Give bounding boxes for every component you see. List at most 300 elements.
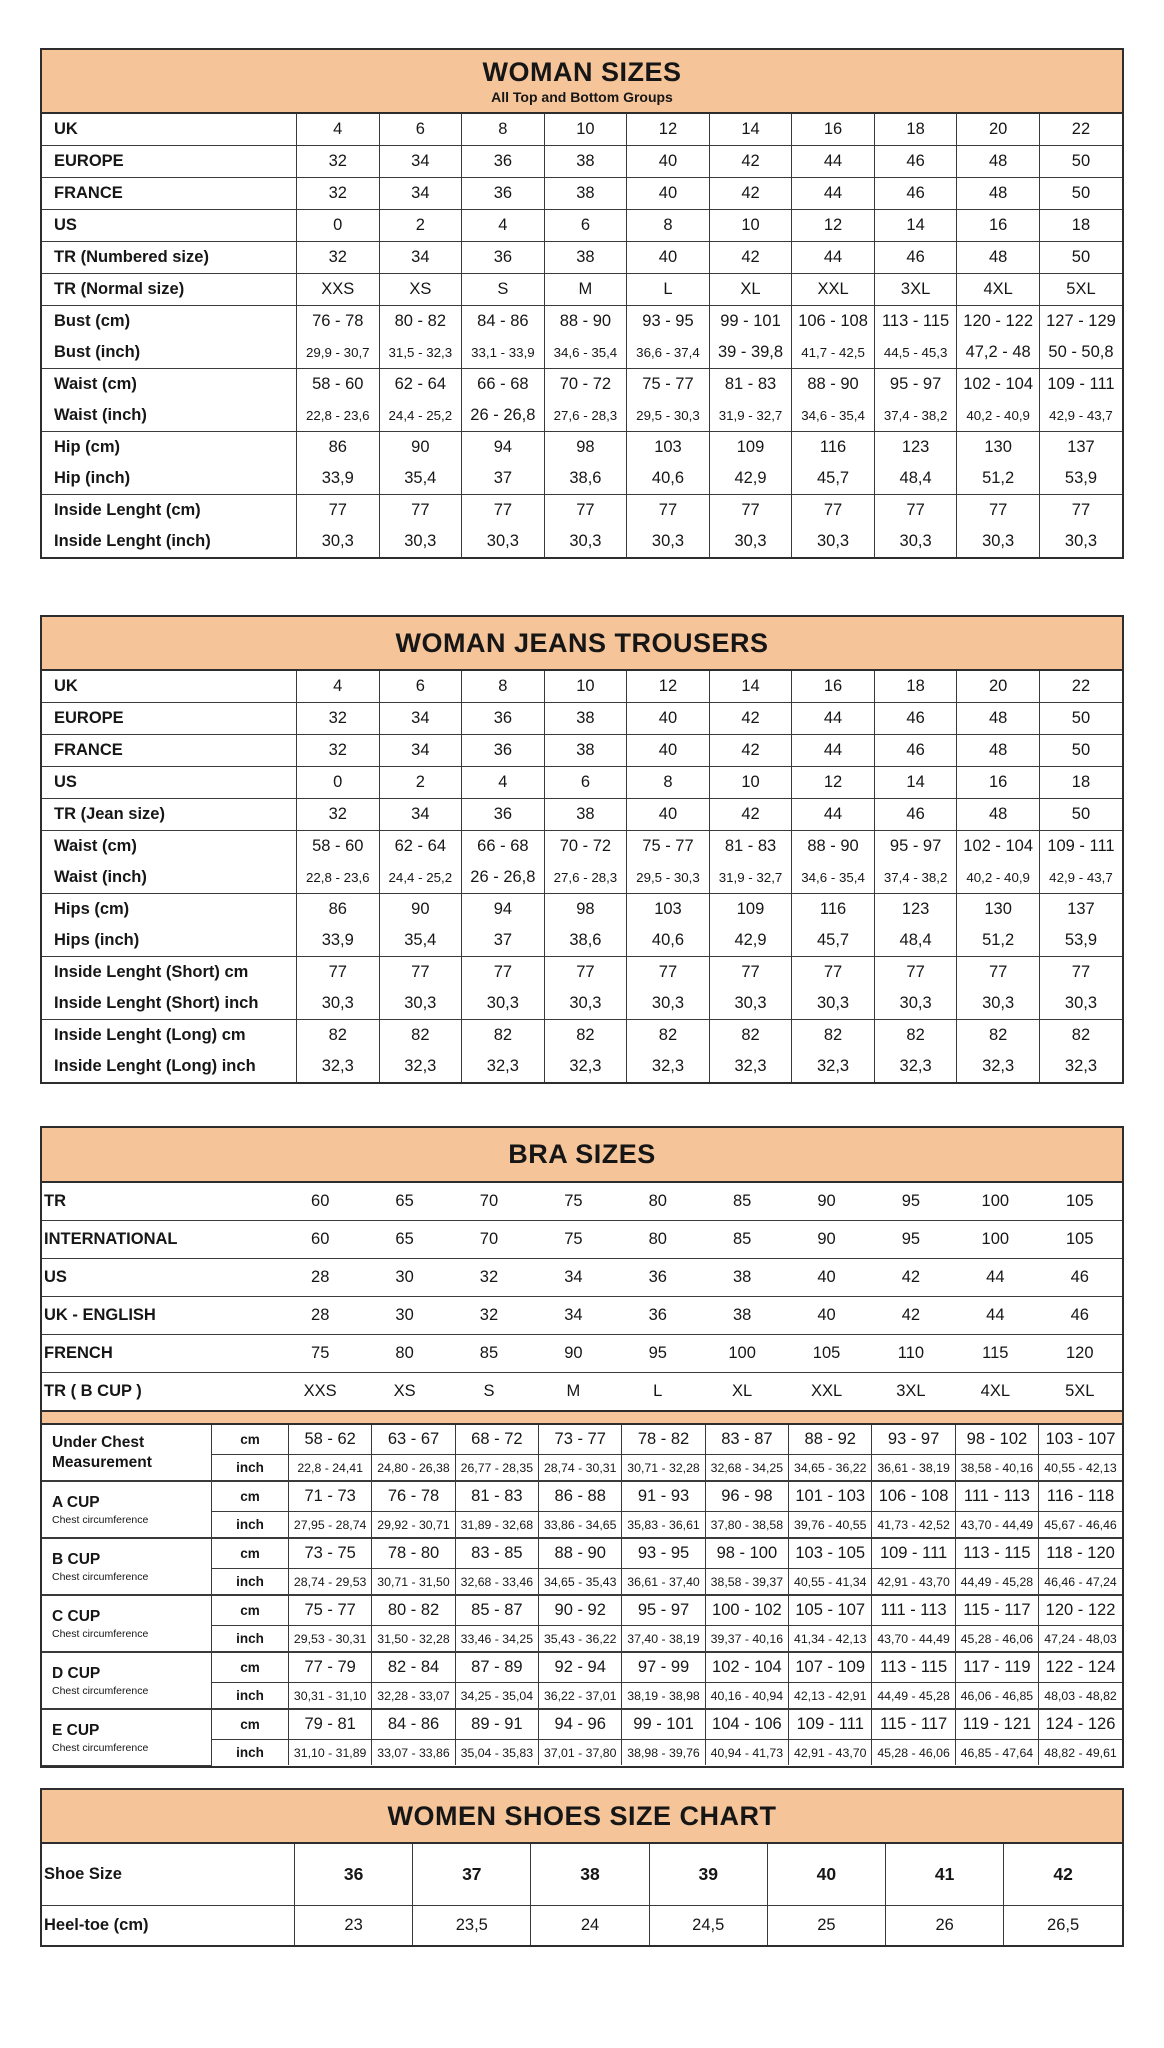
size-cell: 40,16 - 40,94 xyxy=(705,1683,788,1710)
size-cell: 123 xyxy=(874,431,957,463)
size-cell: 78 - 80 xyxy=(372,1538,455,1569)
size-cell: 23,5 xyxy=(413,1906,531,1946)
size-cell: 23 xyxy=(295,1906,413,1946)
size-cell: 26 - 26,8 xyxy=(462,400,545,432)
size-cell: 53,9 xyxy=(1039,463,1122,495)
cup-name: C CUP xyxy=(52,1608,101,1626)
size-cell: 4 xyxy=(462,767,545,799)
size-cell: 30,3 xyxy=(709,988,792,1020)
size-cell: 48 xyxy=(957,145,1040,177)
size-cell: 82 - 84 xyxy=(372,1652,455,1683)
size-cell: 98 xyxy=(544,431,627,463)
size-cell: XXS xyxy=(297,273,380,305)
size-cell: 24,4 - 25,2 xyxy=(379,400,462,432)
size-cell: 38,58 - 40,16 xyxy=(955,1455,1038,1482)
size-cell: 137 xyxy=(1039,894,1122,926)
size-cell: 44 xyxy=(953,1297,1037,1335)
size-cell: 3XL xyxy=(874,273,957,305)
size-cell: 45,28 - 46,06 xyxy=(872,1740,955,1766)
size-cell: 77 xyxy=(544,494,627,526)
size-cell: 40 xyxy=(627,703,710,735)
size-cell: 35,4 xyxy=(379,925,462,957)
size-cell: 30,3 xyxy=(874,988,957,1020)
size-cell: 90 xyxy=(531,1335,615,1373)
size-cell: 32,3 xyxy=(709,1051,792,1082)
size-cell: 38 xyxy=(544,799,627,831)
size-cell: 34 xyxy=(379,145,462,177)
table-row xyxy=(42,526,1122,557)
size-cell: 40,2 - 40,9 xyxy=(957,862,1040,894)
size-cell: 30,3 xyxy=(544,526,627,557)
size-cell: 44,49 - 45,28 xyxy=(872,1683,955,1710)
size-cell: 34,6 - 35,4 xyxy=(792,400,875,432)
size-cell: 82 xyxy=(792,1020,875,1052)
size-cell: 101 - 103 xyxy=(789,1481,872,1512)
size-cell: 87 - 89 xyxy=(455,1652,538,1683)
size-cell: 30,3 xyxy=(627,988,710,1020)
row-label: Inside Lenght (Short) cm xyxy=(42,957,297,989)
size-cell: 77 xyxy=(379,494,462,526)
size-cell: 10 xyxy=(709,209,792,241)
size-cell: 33,86 - 34,65 xyxy=(539,1512,622,1539)
size-cell: 100 xyxy=(700,1335,784,1373)
size-cell: 137 xyxy=(1039,431,1122,463)
size-cell: 92 - 94 xyxy=(539,1652,622,1683)
size-cell: 40 xyxy=(627,799,710,831)
table-row xyxy=(42,1538,1122,1569)
table-row xyxy=(42,431,1122,463)
shoes-header xyxy=(42,1790,1122,1845)
row-label: Heel-toe (cm) xyxy=(42,1906,295,1946)
size-cell: 81 - 83 xyxy=(709,831,792,863)
size-cell: 32 xyxy=(297,735,380,767)
size-cell: 38 xyxy=(544,177,627,209)
size-chart-page xyxy=(40,0,1124,1947)
table-row xyxy=(42,894,1122,926)
table-row xyxy=(42,1259,1122,1297)
size-cell: 109 xyxy=(709,431,792,463)
size-cell: 102 - 104 xyxy=(957,368,1040,400)
size-cell: 70 xyxy=(447,1221,531,1259)
size-cell: 88 - 90 xyxy=(792,368,875,400)
size-cell: 18 xyxy=(874,671,957,703)
cup-subtitle: Chest circumference xyxy=(52,1570,149,1583)
size-cell: 34 xyxy=(379,703,462,735)
unit-inch-label: inch xyxy=(212,1512,289,1539)
size-cell: 77 xyxy=(792,494,875,526)
jeans-title: WOMAN JEANS TROUSERS xyxy=(395,627,769,658)
size-cell: 30,3 xyxy=(792,526,875,557)
size-cell: 50 xyxy=(1039,799,1122,831)
size-cell: 39 - 39,8 xyxy=(709,337,792,369)
size-cell: 28,74 - 30,31 xyxy=(539,1455,622,1482)
size-cell: 44 xyxy=(792,703,875,735)
size-cell: 100 - 102 xyxy=(705,1595,788,1626)
size-cell: 48 xyxy=(957,703,1040,735)
jeans-table xyxy=(42,671,1122,1082)
size-cell: 82 xyxy=(462,1020,545,1052)
size-cell: 118 - 120 xyxy=(1039,1538,1122,1569)
size-cell: 5XL xyxy=(1039,273,1122,305)
size-cell: 90 xyxy=(379,431,462,463)
size-cell: 86 - 88 xyxy=(539,1481,622,1512)
size-cell: 42,9 xyxy=(709,463,792,495)
size-cell: 37,40 - 38,19 xyxy=(622,1626,705,1653)
size-cell: 80 - 82 xyxy=(372,1595,455,1626)
size-cell: 80 xyxy=(648,1192,667,1211)
size-cell: 106 - 108 xyxy=(792,305,875,337)
unit-cm-label: cm xyxy=(212,1481,289,1512)
size-cell: 86 xyxy=(297,431,380,463)
size-cell: 95 xyxy=(869,1221,953,1259)
bra-sizes-section xyxy=(40,1126,1124,1767)
size-cell: 43,70 - 44,49 xyxy=(872,1626,955,1653)
size-cell: 20 xyxy=(957,114,1040,146)
size-cell: 82 xyxy=(1039,1020,1122,1052)
size-cell: 81 - 83 xyxy=(455,1481,538,1512)
size-cell: 14 xyxy=(874,767,957,799)
row-label: Hips (inch) xyxy=(42,925,297,957)
size-cell: 32 xyxy=(297,177,380,209)
size-cell: 50 xyxy=(1039,735,1122,767)
size-cell: 77 xyxy=(1039,494,1122,526)
size-cell: 70 - 72 xyxy=(544,368,627,400)
size-cell: 46,06 - 46,85 xyxy=(955,1683,1038,1710)
size-cell: 6 xyxy=(544,767,627,799)
unit-inch-label: inch xyxy=(212,1626,289,1653)
size-cell: 46 xyxy=(1038,1297,1122,1335)
size-cell: 46 xyxy=(874,145,957,177)
row-label: TR xyxy=(44,1192,66,1211)
size-cell: 36,61 - 38,19 xyxy=(872,1455,955,1482)
size-cell: 34,25 - 35,04 xyxy=(455,1683,538,1710)
size-cell: 37 xyxy=(462,925,545,957)
table-row xyxy=(42,463,1122,495)
row-label: TR (Normal size) xyxy=(42,273,297,305)
table-row xyxy=(42,1373,1122,1411)
bra-conversion-table xyxy=(42,1183,1122,1410)
table-row xyxy=(42,1051,1122,1082)
table-row xyxy=(42,671,1122,703)
size-cell: 32 xyxy=(447,1297,531,1335)
size-cell: 22,8 - 23,6 xyxy=(297,400,380,432)
size-cell: 8 xyxy=(462,114,545,146)
size-cell: 37,80 - 38,58 xyxy=(705,1512,788,1539)
size-cell: 4XL xyxy=(957,273,1040,305)
size-cell: 35,83 - 36,61 xyxy=(622,1512,705,1539)
size-cell: 35,43 - 36,22 xyxy=(539,1626,622,1653)
size-cell: 103 xyxy=(627,431,710,463)
shoes-title: WOMEN SHOES SIZE CHART xyxy=(387,1800,777,1831)
cup-name: E CUP xyxy=(52,1722,100,1740)
size-cell: 6 xyxy=(544,209,627,241)
size-cell: 105 - 107 xyxy=(789,1595,872,1626)
size-cell: 6 xyxy=(379,114,462,146)
size-cell: 95 - 97 xyxy=(622,1595,705,1626)
size-cell: 36 xyxy=(462,145,545,177)
jeans-header xyxy=(42,617,1122,672)
size-cell: 77 xyxy=(709,957,792,989)
table-row xyxy=(42,1221,1122,1259)
size-cell: 62 - 64 xyxy=(379,831,462,863)
size-cell: 94 xyxy=(462,894,545,926)
row-label: TR ( B CUP ) xyxy=(42,1373,278,1411)
size-cell: 98 - 102 xyxy=(955,1425,1038,1455)
row-label: Inside Lenght (cm) xyxy=(42,494,297,526)
size-cell: 95 xyxy=(616,1335,700,1373)
size-cell: 77 - 79 xyxy=(289,1652,372,1683)
spacer xyxy=(40,1084,1124,1126)
size-cell: 34 xyxy=(531,1297,615,1335)
size-cell: 33,9 xyxy=(297,925,380,957)
size-cell: 77 xyxy=(709,494,792,526)
size-cell: 85 xyxy=(700,1221,784,1259)
size-cell: 10 xyxy=(544,114,627,146)
size-cell: 109 - 111 xyxy=(789,1709,872,1740)
size-cell: 103 - 105 xyxy=(789,1538,872,1569)
unit-inch-label: inch xyxy=(212,1740,289,1766)
cup-name: A CUP xyxy=(52,1494,100,1512)
size-cell: 14 xyxy=(709,114,792,146)
size-cell: 8 xyxy=(627,209,710,241)
size-cell: 40 xyxy=(627,241,710,273)
size-cell: 37,4 - 38,2 xyxy=(874,862,957,894)
size-cell: 85 xyxy=(447,1335,531,1373)
size-cell: 40 xyxy=(627,177,710,209)
size-cell: 113 - 115 xyxy=(874,305,957,337)
size-cell: 16 xyxy=(792,114,875,146)
size-cell: 94 xyxy=(462,431,545,463)
cup-name: D CUP xyxy=(52,1665,101,1683)
size-cell: 30,31 - 31,10 xyxy=(289,1683,372,1710)
size-cell: 36 xyxy=(462,177,545,209)
size-cell: 26 - 26,8 xyxy=(462,862,545,894)
size-cell: 70 xyxy=(479,1192,499,1211)
size-cell: XS xyxy=(362,1373,446,1411)
size-cell: 51,2 xyxy=(957,925,1040,957)
table-row xyxy=(42,1297,1122,1335)
unit-inch-label: inch xyxy=(212,1683,289,1710)
unit-cm-label: cm xyxy=(212,1652,289,1683)
size-cell: 42,91 - 43,70 xyxy=(789,1740,872,1766)
size-cell: 115 xyxy=(953,1335,1037,1373)
size-cell: 34,6 - 35,4 xyxy=(544,337,627,369)
size-cell: 36 xyxy=(616,1259,700,1297)
size-cell: 30,3 xyxy=(462,988,545,1020)
size-cell: 28 xyxy=(278,1259,362,1297)
size-cell: 89 - 91 xyxy=(455,1709,538,1740)
size-cell: 44 xyxy=(792,145,875,177)
size-cell: 107 - 109 xyxy=(789,1652,872,1683)
size-cell: 80 xyxy=(362,1335,446,1373)
size-cell: 99 - 101 xyxy=(709,305,792,337)
size-cell: 77 xyxy=(297,957,380,989)
size-cell: 93 - 95 xyxy=(622,1538,705,1569)
size-cell: 2 xyxy=(379,209,462,241)
row-label: Inside Lenght (Long) inch xyxy=(42,1051,297,1082)
size-cell: 65 xyxy=(362,1221,446,1259)
table-row xyxy=(42,957,1122,989)
cup-subtitle: Chest circumference xyxy=(52,1684,149,1697)
size-cell: 37 xyxy=(413,1844,531,1906)
cup-label xyxy=(42,1709,212,1765)
size-cell: 27,6 - 28,3 xyxy=(544,862,627,894)
size-cell: 111 - 113 xyxy=(955,1481,1038,1512)
size-cell: 35,04 - 35,83 xyxy=(455,1740,538,1766)
size-cell: 90 xyxy=(817,1192,836,1211)
size-cell: 31,10 - 31,89 xyxy=(289,1740,372,1766)
size-cell: 26,5 xyxy=(1004,1906,1122,1946)
size-cell: 6 xyxy=(379,671,462,703)
size-cell: 38,6 xyxy=(544,925,627,957)
size-cell: 48,4 xyxy=(874,463,957,495)
unit-inch-label: inch xyxy=(212,1569,289,1596)
size-cell: 30,3 xyxy=(874,526,957,557)
size-cell: 120 - 122 xyxy=(1039,1595,1122,1626)
size-cell: 24,80 - 26,38 xyxy=(372,1455,455,1482)
size-cell: L xyxy=(627,273,710,305)
table-row xyxy=(42,925,1122,957)
size-cell: 98 - 100 xyxy=(705,1538,788,1569)
size-cell: XXL xyxy=(784,1373,868,1411)
cup-name: B CUP xyxy=(52,1551,101,1569)
size-cell: 45,67 - 46,46 xyxy=(1039,1512,1122,1539)
size-cell: 90 xyxy=(784,1221,868,1259)
size-cell: 97 - 99 xyxy=(622,1652,705,1683)
size-cell: 29,9 - 30,7 xyxy=(297,337,380,369)
bra-title: BRA SIZES xyxy=(508,1139,656,1170)
size-cell: 66 - 68 xyxy=(462,368,545,400)
size-cell: 58 - 60 xyxy=(297,831,380,863)
table-row xyxy=(42,177,1122,209)
size-cell: 40,55 - 41,34 xyxy=(789,1569,872,1596)
size-cell: 20 xyxy=(957,671,1040,703)
size-cell: 38,58 - 39,37 xyxy=(705,1569,788,1596)
size-cell: 30,3 xyxy=(1039,988,1122,1020)
size-cell: 75 - 77 xyxy=(289,1595,372,1626)
row-label: Waist (inch) xyxy=(42,862,297,894)
size-cell: 77 xyxy=(874,494,957,526)
row-label: US xyxy=(42,767,297,799)
size-cell: 42,91 - 43,70 xyxy=(872,1569,955,1596)
size-cell: 44,49 - 45,28 xyxy=(955,1569,1038,1596)
size-cell: 123 xyxy=(874,894,957,926)
size-cell: 90 xyxy=(379,894,462,926)
unit-cm-label: cm xyxy=(212,1538,289,1569)
size-cell: 30,3 xyxy=(544,988,627,1020)
size-cell: S xyxy=(447,1373,531,1411)
size-cell: 109 - 111 xyxy=(1039,368,1122,400)
row-label: EUROPE xyxy=(42,145,297,177)
size-cell: 32,3 xyxy=(1039,1051,1122,1082)
size-cell: 46 xyxy=(874,735,957,767)
size-cell: 40 xyxy=(627,145,710,177)
size-cell: 119 - 121 xyxy=(955,1709,1038,1740)
size-cell: 40,94 - 41,73 xyxy=(705,1740,788,1766)
size-cell: 30,3 xyxy=(957,988,1040,1020)
size-cell: 30 xyxy=(362,1259,446,1297)
size-cell: 38 xyxy=(544,241,627,273)
size-cell: 24,4 - 25,2 xyxy=(379,862,462,894)
size-cell: 41,34 - 42,13 xyxy=(789,1626,872,1653)
table-row xyxy=(42,337,1122,369)
size-cell: 82 xyxy=(627,1020,710,1052)
size-cell: 40,2 - 40,9 xyxy=(957,400,1040,432)
row-label: Waist (cm) xyxy=(42,831,297,863)
size-cell: 48,82 - 49,61 xyxy=(1039,1740,1122,1766)
size-cell: 45,7 xyxy=(792,463,875,495)
size-cell: 94 - 96 xyxy=(539,1709,622,1740)
size-cell: 65 xyxy=(395,1192,414,1211)
woman-sizes-header xyxy=(42,50,1122,114)
size-cell: 30,3 xyxy=(1039,526,1122,557)
size-cell: 111 - 113 xyxy=(872,1595,955,1626)
size-cell: 36 xyxy=(295,1844,413,1906)
size-cell: 80 - 82 xyxy=(379,305,462,337)
size-cell: 82 xyxy=(957,1020,1040,1052)
size-cell: 46 xyxy=(874,177,957,209)
size-cell: 77 xyxy=(462,957,545,989)
table-row xyxy=(42,273,1122,305)
size-cell: 43,70 - 44,49 xyxy=(955,1512,1038,1539)
size-cell: 46,85 - 47,64 xyxy=(955,1740,1038,1766)
woman-sizes-table xyxy=(42,114,1122,557)
size-cell: 28,74 - 29,53 xyxy=(289,1569,372,1596)
row-label: Waist (inch) xyxy=(42,400,297,432)
size-cell: 36 xyxy=(462,735,545,767)
size-cell: 116 xyxy=(792,894,875,926)
size-cell: 77 xyxy=(627,957,710,989)
size-cell: 34,6 - 35,4 xyxy=(792,862,875,894)
size-cell: 36 xyxy=(462,241,545,273)
size-cell: 130 xyxy=(957,894,1040,926)
size-cell: M xyxy=(531,1373,615,1411)
size-cell: 38 xyxy=(544,735,627,767)
size-cell: 117 - 119 xyxy=(955,1652,1038,1683)
size-cell: 120 - 122 xyxy=(957,305,1040,337)
table-row xyxy=(42,862,1122,894)
size-cell: 46 xyxy=(1038,1259,1122,1297)
table-row xyxy=(42,831,1122,863)
row-label: UK xyxy=(42,114,297,146)
size-cell: 47,2 - 48 xyxy=(957,337,1040,369)
size-cell: 58 - 62 xyxy=(289,1425,372,1455)
table-row xyxy=(42,145,1122,177)
size-cell: 31,5 - 32,3 xyxy=(379,337,462,369)
size-cell: 29,92 - 30,71 xyxy=(372,1512,455,1539)
size-cell: 34,65 - 36,22 xyxy=(789,1455,872,1482)
size-cell: 106 - 108 xyxy=(872,1481,955,1512)
size-cell: 12 xyxy=(792,767,875,799)
size-cell: 41,7 - 42,5 xyxy=(792,337,875,369)
size-cell: 32,3 xyxy=(544,1051,627,1082)
size-cell: 29,53 - 30,31 xyxy=(289,1626,372,1653)
size-cell: 30,3 xyxy=(297,988,380,1020)
size-cell: 42 xyxy=(709,735,792,767)
size-cell: 38 xyxy=(700,1297,784,1335)
bra-header xyxy=(42,1128,1122,1183)
size-cell: 27,6 - 28,3 xyxy=(544,400,627,432)
size-cell: 44 xyxy=(792,735,875,767)
size-cell: 77 xyxy=(544,957,627,989)
size-cell: 37 xyxy=(462,463,545,495)
row-label: Shoe Size xyxy=(42,1844,295,1906)
size-cell: 41,73 - 42,52 xyxy=(872,1512,955,1539)
size-cell: 88 - 90 xyxy=(539,1538,622,1569)
size-cell: 66 - 68 xyxy=(462,831,545,863)
size-cell: 31,89 - 32,68 xyxy=(455,1512,538,1539)
row-label: Waist (cm) xyxy=(42,368,297,400)
